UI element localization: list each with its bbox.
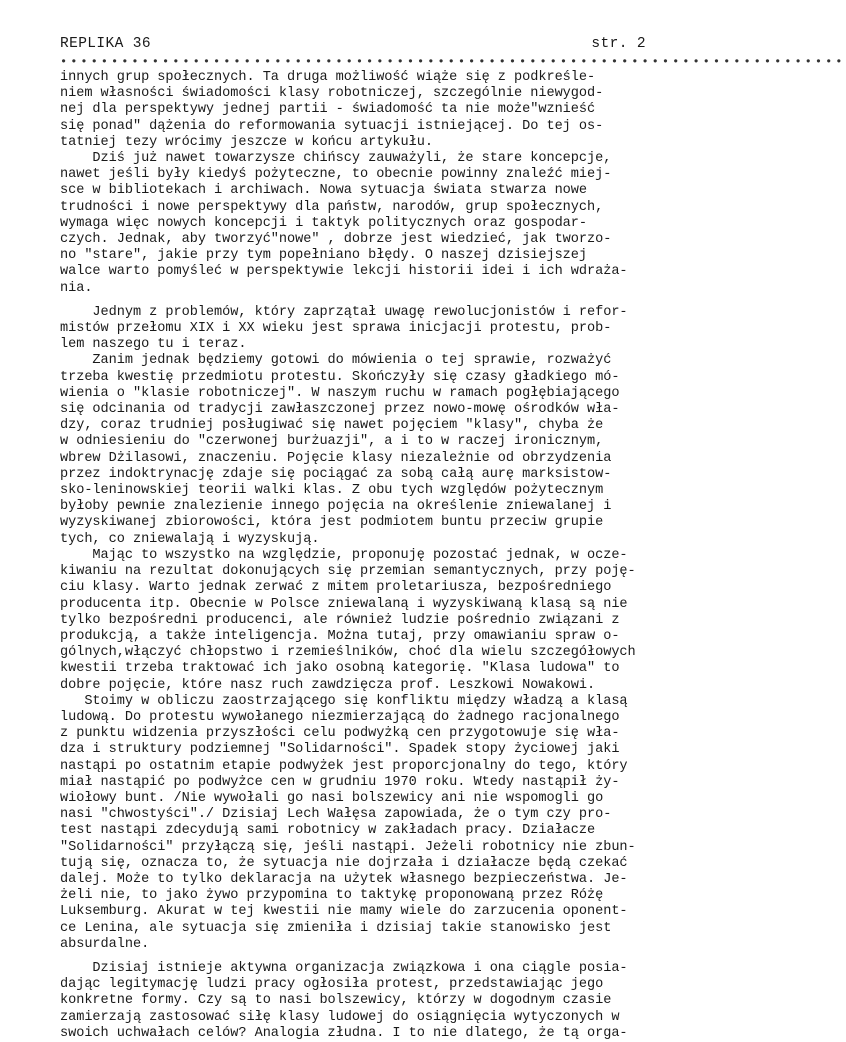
text-line: zamierzają zastosować siłę klasy ludowej do osiągnięcia wytyczonych w: [60, 1009, 620, 1025]
text-line: nej dla perspektywy jednej partii - świadomość ta nie może"wznieść: [60, 102, 596, 118]
paragraph: [60, 305, 660, 354]
text-line: mistów przełomu XIX i XX wieku jest sprawa inicjacji protestu, prob-: [60, 321, 612, 337]
paragraph: [60, 548, 660, 694]
text-line: wymaga więc nowych koncepcji i taktyk politycznych oraz gospodar-: [60, 215, 587, 231]
text-line: tatniej tezy wrócimy jeszcze w końcu artykułu.: [60, 134, 433, 150]
text-line: producenta itp. Obecnie w Polsce zniewalaną i wyzyskiwaną klasą są nie: [60, 596, 628, 612]
text-line: lem naszego tu i teraz.: [60, 337, 247, 353]
header-dotted-rule: •••••••••••••••••••••••••••••••••••••••••••••••••••••••••••••••••••••••••••••: [60, 55, 846, 69]
paragraph: [60, 353, 660, 547]
text-line: z punktu widzenia przyszłości celu podwyżką cen przygotowuje się wła-: [60, 726, 620, 742]
text-line: Dziś już nawet towarzysze chińscy zauważyli, że stare koncepcje,: [60, 151, 612, 167]
text-line: Luksemburg. Akurat w tej kwestii nie mamy wiele do zarzucenia oponent-: [60, 904, 628, 920]
text-line: swoich uchwałach celów? Analogia złudna. I to nie dlatego, że tą orga-: [60, 1025, 628, 1041]
text-line: sko-leninowskiej teorii walki klas. Z obu tych względów pożytecznym: [60, 483, 604, 499]
article-body: [60, 70, 660, 1042]
text-line: nia.: [60, 280, 93, 296]
paragraph-gap: [60, 953, 660, 961]
text-line: produkcją, a także inteligencja. Można tutaj, przy omawianiu spraw o-: [60, 628, 620, 644]
text-line: tylko bezpośredni producenci, ale również ludzie pośrednio związani z: [60, 612, 620, 628]
text-line: kwestii trzeba traktować ich jako osobną kategorię. "Klasa ludowa" to: [60, 661, 620, 677]
text-line: ce Lenina, ale sytuacja się zmieniła i dzisiaj takie stanowisko jest: [60, 920, 612, 936]
text-line: dalej. Może to tylko deklaracja na użytek własnego bezpieczeństwa. Je-: [60, 871, 628, 887]
paragraph: [60, 151, 660, 297]
text-line: Mając to wszystko na względzie, proponuję pozostać jednak, w ocze-: [60, 547, 628, 563]
text-line: niem własności świadomości klasy robotniczej, szczególnie niewygod-: [60, 86, 604, 102]
text-line: konkretne formy. Czy są to nasi bolszewicy, którzy w dogodnym czasie: [60, 993, 612, 1009]
page-number: str. 2: [591, 36, 646, 52]
text-line: się ponad" dążenia do reformowania sytuacji istniejącej. Do tej os-: [60, 118, 604, 134]
text-line: ludową. Do protestu wywołanego niezmierzającą do żadnego racjonalnego: [60, 709, 620, 725]
text-line: no "stare", jakie przy tym popełniano błędy. O naszej dzisiejszej: [60, 248, 587, 264]
text-line: w odniesieniu do "czerwonej burżuazji", a i to w raczej ironicznym,: [60, 434, 604, 450]
text-line: Zanim jednak będziemy gotowi do mówienia o tej sprawie, rozważyć: [60, 353, 612, 369]
text-line: trudności i nowe perspektywy dla państw, narodów, grup społecznych,: [60, 199, 604, 215]
text-line: wbrew Dżilasowi, znaczeniu. Pojęcie klasy niezależnie od obrzydzenia: [60, 450, 612, 466]
text-line: miał nastąpić po podwyżce cen w grudniu 1970 roku. Wtedy nastąpił ży-: [60, 774, 620, 790]
paragraph: [60, 961, 660, 1042]
publication-title: REPLIKA 36: [60, 36, 152, 52]
text-line: dając legitymację ludzi pracy ogłosiła protest, przedstawiając jego: [60, 977, 604, 993]
text-line: Stoimy w obliczu zaostrzającego się konfliktu między władzą a klasą: [60, 693, 628, 709]
text-line: absurdalne.: [60, 936, 150, 952]
text-line: wienia o "klasie robotniczej". W naszym ruchu w ramach pogłębiającego: [60, 385, 620, 401]
text-line: czych. Jednak, aby tworzyć"nowe" , dobrze jest wiedzieć, jak tworzo-: [60, 232, 612, 248]
page-header: [60, 36, 646, 52]
text-line: walce warto pomyśleć w perspektywie lekcji historii idei i ich wdraża-: [60, 264, 628, 280]
text-line: "Solidarności" przyłączą się, jeśli nastąpi. Jeżeli robotnicy nie zbun-: [60, 839, 636, 855]
text-line: gólnych,włączyć chłopstwo i rzemieślników, choć dla wielu szczegółowych: [60, 645, 636, 661]
text-line: innych grup społecznych. Ta druga możliwość wiąże się z podkreśle-: [60, 70, 596, 85]
text-line: test nastąpi zdecydują sami robotnicy w zakładach pracy. Działacze: [60, 823, 596, 839]
text-line: przez indoktrynację zdaje się pociągać za sobą całą aurę marksistow-: [60, 466, 612, 482]
text-line: tych, co zniewalają i wyzyskują.: [60, 531, 320, 547]
text-line: sce w bibliotekach i archiwach. Nowa sytuacja świata stwarza nowe: [60, 183, 587, 199]
paragraph-gap: [60, 297, 660, 305]
text-line: trzeba kwestię przedmiotu protestu. Skończyły się czasy gładkiego mó-: [60, 369, 620, 385]
text-line: dzy, coraz trudniej posługiwać się nawet pojęciem "klasy", chyba że: [60, 418, 604, 434]
text-line: żeli nie, to jako żywo przypomina to taktykę proponowaną przez Różę: [60, 888, 604, 904]
text-line: tują się, oznacza to, że sytuacja nie dojrzała i działacze będą czekać: [60, 855, 628, 871]
text-line: byłoby pewnie znalezienie innego pojęcia na określenie zniewalanej i: [60, 499, 612, 515]
text-line: dobre pojęcie, które nasz ruch zawdzięcza prof. Leszkowi Nowakowi.: [60, 677, 596, 693]
text-line: Jednym z problemów, który zaprzątał uwagę rewolucjonistów i refor-: [60, 304, 628, 320]
paragraph: [60, 694, 660, 953]
text-line: kiwaniu na rezultat dokonujących się przemian semantycznych, przy poję-: [60, 564, 636, 580]
text-line: nawet jeśli były kiedyś pożyteczne, to obecnie powinny znaleźć miej-: [60, 167, 612, 183]
paragraph: [60, 70, 660, 151]
text-line: nasi "chwostyści"./ Dzisiaj Lech Wałęsa zapowiada, że o tym czy pro-: [60, 807, 612, 823]
text-line: wiołowy bunt. /Nie wywołali go nasi bolszewicy ani nie wspomogli go: [60, 790, 604, 806]
text-line: ciu klasy. Warto jednak zerwać z mitem proletariusza, bezpośredniego: [60, 580, 612, 596]
text-line: dza i struktury podziemnej "Solidarności". Spadek stopy życiowej jaki: [60, 742, 620, 758]
text-line: Dzisiaj istnieje aktywna organizacja związkowa i ona ciągle posia-: [60, 960, 628, 976]
text-line: wyzyskiwanej zbiorowości, która jest podmiotem buntu przeciw grupie: [60, 515, 604, 531]
text-line: nastąpi po ostatnim etapie podwyżek jest proporcjonalny do tego, który: [60, 758, 628, 774]
text-line: się odcinania od tradycji zawłaszczonej przez nowo-mowę ośrodków wła-: [60, 402, 620, 418]
